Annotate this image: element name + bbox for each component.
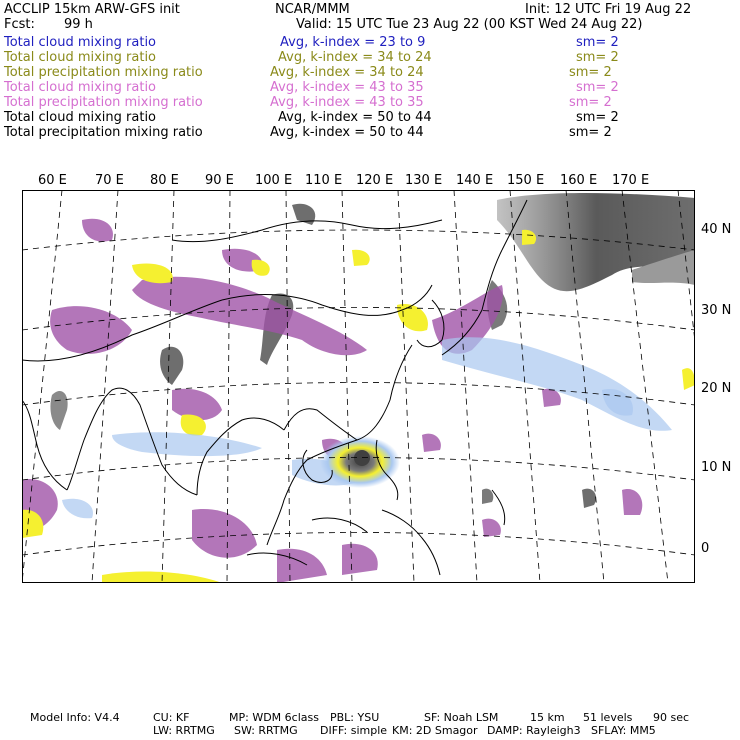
field-smoothing: sm= 2: [569, 65, 612, 80]
model-info-item: DAMP: Rayleigh3: [487, 724, 581, 737]
latitude-label: 10 N: [701, 460, 732, 475]
longitude-label: 70 E: [95, 173, 124, 188]
model-info-item: PBL: YSU: [330, 711, 380, 724]
model-info-item: CU: KF: [153, 711, 190, 724]
latitude-label: 0: [701, 541, 710, 556]
field-name: Total cloud mixing ratio: [4, 35, 157, 50]
longitude-label: 90 E: [205, 173, 234, 188]
model-info-item: SF: Noah LSM: [424, 711, 499, 724]
longitude-label: 100 E: [255, 173, 293, 188]
field-smoothing: sm= 2: [569, 95, 612, 110]
field-smoothing: sm= 2: [569, 125, 612, 140]
field-name: Total cloud mixing ratio: [4, 80, 157, 95]
model-title: ACCLIP 15km ARW-GFS init: [4, 2, 180, 17]
field-k-index: Avg, k-index = 43 to 35: [270, 95, 424, 110]
model-info-item: 90 sec: [653, 711, 690, 724]
valid-time: Valid: 15 UTC Tue 23 Aug 22 (00 KST Wed 24 Aug 22): [296, 17, 643, 32]
field-k-index: Avg, k-index = 50 to 44: [278, 110, 432, 125]
fcst-label: Fcst:: [4, 17, 35, 32]
forecast-map: [22, 190, 695, 583]
field-name: Total precipitation mixing ratio: [4, 125, 203, 140]
model-info-item: LW: RRTMG: [153, 724, 215, 737]
latitude-label: 30 N: [701, 303, 732, 318]
latitude-label: 20 N: [701, 381, 732, 396]
field-name: Total cloud mixing ratio: [4, 110, 157, 125]
field-smoothing: sm= 2: [576, 80, 619, 95]
tropical-cyclone: [320, 436, 400, 488]
longitude-label: 130 E: [405, 173, 443, 188]
field-smoothing: sm= 2: [576, 50, 619, 65]
field-smoothing: sm= 2: [576, 110, 619, 125]
init-time: Init: 12 UTC Fri 19 Aug 22: [525, 2, 692, 17]
fcst-value: 99 h: [64, 17, 93, 32]
field-k-index: Avg, k-index = 34 to 24: [278, 50, 432, 65]
longitude-label: 80 E: [150, 173, 179, 188]
field-k-index: Avg, k-index = 43 to 35: [270, 80, 424, 95]
model-info-item: DIFF: simple: [320, 724, 388, 737]
model-info-item: Model Info: V4.4: [30, 711, 120, 724]
longitude-label: 140 E: [456, 173, 494, 188]
model-info-item: 51 levels: [583, 711, 633, 724]
model-info-item: 15 km: [530, 711, 565, 724]
latitude-label: 40 N: [701, 222, 732, 237]
longitude-label: 60 E: [38, 173, 67, 188]
org-label: NCAR/MMM: [275, 2, 350, 17]
field-smoothing: sm= 2: [576, 35, 619, 50]
longitude-label: 110 E: [305, 173, 343, 188]
field-k-index: Avg, k-index = 34 to 24: [270, 65, 424, 80]
longitude-label: 150 E: [507, 173, 545, 188]
field-name: Total precipitation mixing ratio: [4, 95, 203, 110]
longitude-label: 170 E: [612, 173, 650, 188]
field-k-index: Avg, k-index = 50 to 44: [270, 125, 424, 140]
longitude-label: 120 E: [356, 173, 394, 188]
model-info-item: SFLAY: MM5: [591, 724, 656, 737]
field-name: Total precipitation mixing ratio: [4, 65, 203, 80]
model-info-item: MP: WDM 6class: [229, 711, 319, 724]
model-info-item: KM: 2D Smagor: [392, 724, 478, 737]
field-name: Total cloud mixing ratio: [4, 50, 157, 65]
longitude-label: 160 E: [560, 173, 598, 188]
model-info-item: SW: RRTMG: [234, 724, 298, 737]
field-k-index: Avg, k-index = 23 to 9: [280, 35, 426, 50]
